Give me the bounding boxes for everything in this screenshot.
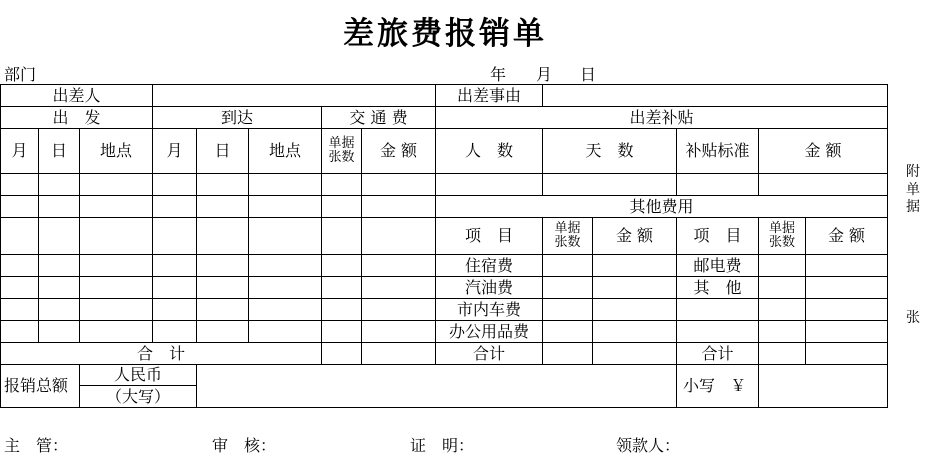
cell[interactable] xyxy=(436,174,543,196)
cell[interactable] xyxy=(677,174,759,196)
cell[interactable] xyxy=(80,321,153,343)
cell[interactable] xyxy=(806,299,888,321)
cell[interactable] xyxy=(806,343,888,365)
cell[interactable] xyxy=(543,277,593,299)
arrive-header: 到达 xyxy=(153,107,322,129)
daxie-label: （大写） xyxy=(80,386,197,408)
other-total-left: 合计 xyxy=(436,343,543,365)
cell[interactable] xyxy=(362,218,436,255)
cell[interactable] xyxy=(362,255,436,277)
cell[interactable] xyxy=(1,218,39,255)
cell[interactable] xyxy=(1,277,39,299)
other-item-postal: 邮电费 xyxy=(677,255,759,277)
cell[interactable] xyxy=(39,196,80,218)
cell[interactable] xyxy=(759,343,806,365)
cell[interactable] xyxy=(1,321,39,343)
cell[interactable] xyxy=(197,196,249,218)
cell[interactable] xyxy=(1,255,39,277)
cell[interactable] xyxy=(322,277,362,299)
reason-label: 出差事由 xyxy=(436,85,543,107)
cell[interactable] xyxy=(806,321,888,343)
cell[interactable] xyxy=(249,299,322,321)
month-label: 月 xyxy=(536,65,553,84)
cell[interactable] xyxy=(39,255,80,277)
col-transport-amount: 金 额 xyxy=(362,129,436,174)
other-col-item-2: 项 目 xyxy=(677,218,759,255)
cell[interactable] xyxy=(543,299,593,321)
recipient-label: 领款人： xyxy=(616,436,681,455)
other-col-doc-count-2: 单据 张数 xyxy=(759,218,806,255)
department-label: 部门 xyxy=(4,65,37,84)
cell[interactable] xyxy=(249,174,322,196)
total-amount-label: 报销总额 xyxy=(1,365,80,408)
col-allowance-amount: 金 额 xyxy=(759,129,888,174)
col-month: 月 xyxy=(1,129,39,174)
cell[interactable] xyxy=(1,196,39,218)
form-title: 差旅费报销单 xyxy=(343,16,547,52)
other-item-other: 其 他 xyxy=(677,277,759,299)
cell[interactable] xyxy=(759,255,806,277)
cell[interactable] xyxy=(39,321,80,343)
cell[interactable] xyxy=(759,299,806,321)
attach-note: 附 单 据 xyxy=(906,164,920,215)
traveler-label: 出差人 xyxy=(1,85,153,107)
other-col-amount: 金 额 xyxy=(593,218,677,255)
traveler-input[interactable] xyxy=(153,85,436,107)
cell[interactable] xyxy=(593,321,677,343)
other-item-lodging: 住宿费 xyxy=(436,255,543,277)
cell[interactable] xyxy=(593,343,677,365)
transport-header: 交 通 费 xyxy=(322,107,436,129)
cell[interactable] xyxy=(759,321,806,343)
allowance-header: 出差补贴 xyxy=(436,107,888,129)
cell[interactable] xyxy=(249,321,322,343)
cell[interactable] xyxy=(197,299,249,321)
cell[interactable] xyxy=(153,218,197,255)
cell[interactable] xyxy=(543,174,677,196)
cell[interactable] xyxy=(677,321,759,343)
other-total-right: 合计 xyxy=(677,343,759,365)
cell[interactable] xyxy=(197,321,249,343)
cell[interactable] xyxy=(593,277,677,299)
cell[interactable] xyxy=(39,218,80,255)
col-people: 人 数 xyxy=(436,129,543,174)
year-label: 年 xyxy=(490,65,507,84)
cell[interactable] xyxy=(543,321,593,343)
cell[interactable] xyxy=(153,299,197,321)
cell[interactable] xyxy=(249,218,322,255)
day-label: 日 xyxy=(580,65,597,84)
cell[interactable] xyxy=(806,277,888,299)
cell[interactable] xyxy=(806,255,888,277)
cell[interactable] xyxy=(322,321,362,343)
depart-header: 出 发 xyxy=(1,107,153,129)
cell[interactable] xyxy=(1,174,39,196)
cell[interactable] xyxy=(322,196,362,218)
cell[interactable] xyxy=(1,299,39,321)
col-month-arrive: 月 xyxy=(153,129,197,174)
col-place-arrive: 地点 xyxy=(249,129,322,174)
cell[interactable] xyxy=(362,277,436,299)
cell[interactable] xyxy=(80,196,153,218)
other-col-doc-count: 单据 张数 xyxy=(543,218,593,255)
cell[interactable] xyxy=(249,277,322,299)
cell[interactable] xyxy=(80,255,153,277)
cell[interactable] xyxy=(197,255,249,277)
cell[interactable] xyxy=(153,277,197,299)
cell[interactable] xyxy=(153,255,197,277)
cell[interactable] xyxy=(80,218,153,255)
reviewer-label: 审 核： xyxy=(212,436,277,455)
expense-form-table xyxy=(0,84,888,408)
supervisor-label: 主 管： xyxy=(4,436,69,455)
cell[interactable] xyxy=(362,196,436,218)
cell[interactable] xyxy=(677,299,759,321)
cell[interactable] xyxy=(362,321,436,343)
other-col-amount-2: 金 额 xyxy=(806,218,888,255)
col-day-arrive: 日 xyxy=(197,129,249,174)
other-expenses-title: 其他费用 xyxy=(436,196,888,218)
cell[interactable] xyxy=(80,174,153,196)
other-item-office-supplies: 办公用品费 xyxy=(436,321,543,343)
reason-input[interactable] xyxy=(543,85,888,107)
cell[interactable] xyxy=(39,299,80,321)
cell[interactable] xyxy=(322,174,362,196)
cell[interactable] xyxy=(197,277,249,299)
col-days: 天 数 xyxy=(543,129,677,174)
cell[interactable] xyxy=(362,343,436,365)
cell[interactable] xyxy=(543,255,593,277)
currency-symbol: ￥ xyxy=(730,376,747,396)
other-item-city-transport: 市内车费 xyxy=(436,299,543,321)
total-lowercase-input[interactable] xyxy=(759,365,888,408)
cell[interactable] xyxy=(362,174,436,196)
other-item-fuel: 汽油费 xyxy=(436,277,543,299)
cell[interactable] xyxy=(249,255,322,277)
cell[interactable] xyxy=(593,299,677,321)
cell[interactable] xyxy=(322,343,362,365)
cell[interactable] xyxy=(322,218,362,255)
cell[interactable] xyxy=(153,196,197,218)
xiaoxie-cell: 小写 ￥ xyxy=(677,365,759,408)
cell[interactable] xyxy=(593,255,677,277)
subtotal-label: 合 计 xyxy=(1,343,322,365)
cell[interactable] xyxy=(80,299,153,321)
col-doc-count: 单据 张数 xyxy=(322,129,362,174)
attach-zhang: 张 xyxy=(906,310,920,326)
cell[interactable] xyxy=(759,174,888,196)
cell[interactable] xyxy=(197,218,249,255)
cell[interactable] xyxy=(80,277,153,299)
cell[interactable] xyxy=(39,174,80,196)
cell[interactable] xyxy=(322,255,362,277)
cell[interactable] xyxy=(197,174,249,196)
col-place: 地点 xyxy=(80,129,153,174)
cell[interactable] xyxy=(543,343,593,365)
cell[interactable] xyxy=(322,299,362,321)
certifier-label: 证 明： xyxy=(410,436,475,455)
col-day: 日 xyxy=(39,129,80,174)
rmb-label: 人民币 xyxy=(80,365,197,386)
cell[interactable] xyxy=(759,277,806,299)
cell[interactable] xyxy=(153,321,197,343)
cell[interactable] xyxy=(153,174,197,196)
cell[interactable] xyxy=(39,277,80,299)
col-allowance-std: 补贴标准 xyxy=(677,129,759,174)
cell[interactable] xyxy=(362,299,436,321)
cell[interactable] xyxy=(249,196,322,218)
total-uppercase-input[interactable] xyxy=(197,365,677,408)
other-col-item: 项 目 xyxy=(436,218,543,255)
